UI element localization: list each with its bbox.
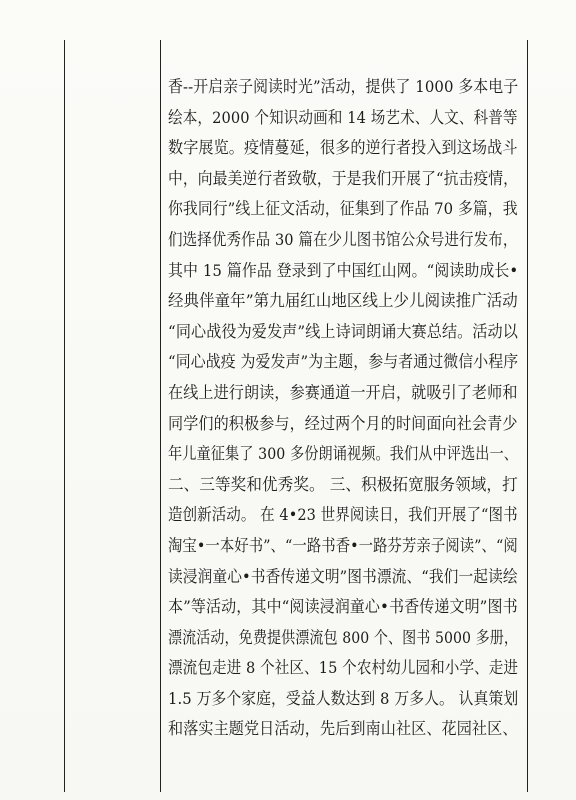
text-line: 本”等活动，其中“阅读浸润童心•书香传递文明”图书	[168, 597, 518, 617]
text-line: 数字展览。疫情蔓延，很多的逆行者投入到这场战斗	[168, 138, 518, 158]
text-line: 1.5 万多个家庭，受益人数达到 8 万多人。 认真策划	[168, 688, 519, 708]
text-line: 在线上进行朗读，参赛通道一开启，就吸引了老师和	[168, 382, 518, 402]
report-text	[168, 72, 518, 745]
text-line: 香--开启亲子阅读时光”活动，提供了 1000 多本电子	[168, 77, 519, 96]
text-line: 读浸润童心•书香传递文明”图书漂流、“我们一起读绘	[168, 566, 518, 586]
text-line: 造创新活动。 在 4•23 世界阅读日，我们开展了“图书	[168, 505, 518, 525]
text-line: 年儿童征集了 300 多份朗诵视频。我们从中评选出一、	[168, 444, 519, 464]
text-line: 漂流活动，免费提供漂流包 800 个、图书 5000 多册，	[168, 627, 519, 647]
text-line: 们选择优秀作品 30 篇在少儿图书馆公众号进行发布，	[168, 229, 518, 249]
text-line: 二、三等奖和优秀奖。 三、积极拓宽服务领域，打	[168, 474, 518, 494]
text-line: “同心战役为爱发声”线上诗词朗诵大赛总结。活动以	[168, 321, 518, 341]
text-line: 淘宝•一本好书”、“一路书香•一路芬芳亲子阅读”、“阅	[168, 535, 518, 555]
text-line: 漂流包走进 8 个社区、15 个农村幼儿园和小学、走进	[168, 658, 519, 678]
text-line: 绘本，2000 个知识动画和 14 场艺术、人文、科普等	[168, 107, 518, 127]
text-line: 经典伴童年”第九届红山地区线上少儿阅读推广活动	[168, 291, 518, 311]
text-line: 你我同行”线上征文活动，征集到了作品 70 多篇，我	[168, 199, 518, 219]
text-line: 中，向最美逆行者致敬，于是我们开展了“抗击疫情，	[168, 168, 519, 188]
text-line: 同学们的积极参与，经过两个月的时间面向社会青少	[168, 413, 518, 433]
text-line: “同心战疫 为爱发声”为主题，参与者通过微信小程序	[168, 352, 519, 372]
text-line: 其中 15 篇作品 登录到了中国红山网。“阅读助成长•	[168, 260, 519, 280]
text-line: 和落实主题党日活动，先后到南山社区、花园社区、	[168, 719, 518, 739]
column-divider	[160, 40, 161, 792]
